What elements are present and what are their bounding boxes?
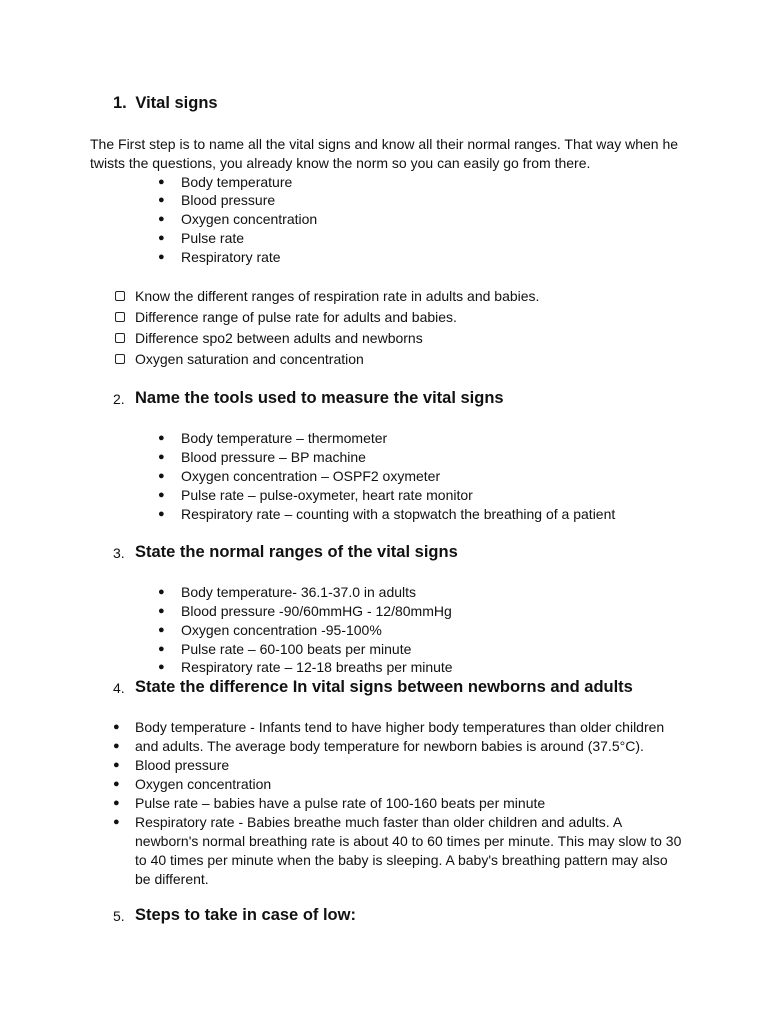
- bullet-icon: ●: [158, 213, 165, 225]
- list-item: Respiratory rate - Babies breathe much faster than older children and adults. A: [135, 814, 623, 830]
- bullet-icon: ●: [158, 194, 165, 206]
- list-item: Pulse rate – babies have a pulse rate of 100-160 beats per minute: [135, 795, 546, 811]
- intro-line-2: twists the questions, you already know the norm so you can easily go from there.: [90, 155, 591, 171]
- section-2-title: Name the tools used to measure the vital signs: [135, 389, 504, 407]
- list-item: Oxygen concentration: [135, 776, 272, 792]
- list-item: Body temperature - Infants tend to have higher body temperatures than older children: [135, 719, 665, 735]
- list-item: and adults. The average body temperature for newborn babies is around (37.5°C).: [135, 738, 644, 754]
- list-item: Respiratory rate – counting with a stopwatch the breathing of a patient: [181, 506, 616, 522]
- bullet-icon: ●: [158, 489, 165, 501]
- list-item: Respiratory rate: [181, 249, 281, 265]
- bullet-icon: ●: [158, 624, 165, 636]
- list-item: Respiratory rate – 12-18 breaths per minute: [181, 659, 453, 675]
- list-item: Pulse rate – 60-100 beats per minute: [181, 641, 412, 657]
- checklist-item: Difference range of pulse rate for adults and babies.: [135, 309, 457, 325]
- list-item-continuation: be different.: [135, 871, 209, 887]
- list-item: Blood pressure – BP machine: [181, 449, 366, 465]
- section-1-title: Vital signs: [135, 94, 218, 112]
- list-item: Blood pressure: [135, 757, 230, 773]
- list-item: Body temperature – thermometer: [181, 430, 388, 446]
- bullet-icon: ●: [113, 797, 120, 809]
- section-5-title: Steps to take in case of low:: [135, 906, 356, 924]
- bullet-icon: ●: [158, 432, 165, 444]
- list-item: Body temperature- 36.1-37.0 in adults: [181, 584, 417, 600]
- section-5-number: 5.: [113, 908, 125, 924]
- checklist-item: Difference spo2 between adults and newborns: [135, 330, 423, 346]
- section-4-number: 4.: [113, 680, 125, 696]
- list-item: Blood pressure: [181, 192, 276, 208]
- bullet-icon: ●: [158, 586, 165, 598]
- section-1-heading: [113, 94, 218, 113]
- bullet-icon: ●: [158, 470, 165, 482]
- list-item: Oxygen concentration – OSPF2 oxymeter: [181, 468, 441, 484]
- list-item: Pulse rate – pulse-oxymeter, heart rate monitor: [181, 487, 473, 503]
- bullet-icon: ●: [158, 451, 165, 463]
- section-3-title: State the normal ranges of the vital signs: [135, 543, 458, 561]
- section-1-number: 1.: [113, 94, 127, 112]
- list-item: Oxygen concentration: [181, 211, 318, 227]
- checkbox[interactable]: [115, 333, 125, 343]
- bullet-icon: ●: [113, 759, 120, 771]
- intro-line-1: The First step is to name all the vital signs and know all their normal ranges. That way when he: [90, 136, 679, 152]
- checkbox[interactable]: [115, 312, 125, 322]
- bullet-icon: ●: [158, 176, 165, 188]
- bullet-icon: ●: [113, 778, 120, 790]
- bullet-icon: ●: [158, 643, 165, 655]
- bullet-icon: ●: [113, 721, 120, 733]
- bullet-icon: ●: [113, 740, 120, 752]
- bullet-icon: ●: [158, 508, 165, 520]
- list-item: Blood pressure -90/60mmHG - 12/80mmHg: [181, 603, 452, 619]
- checklist-item: Oxygen saturation and concentration: [135, 351, 364, 367]
- bullet-icon: ●: [113, 816, 120, 828]
- checklist-item: Know the different ranges of respiration rate in adults and babies.: [135, 288, 540, 304]
- list-item: Body temperature: [181, 174, 293, 190]
- bullet-icon: ●: [158, 661, 165, 673]
- list-item: Oxygen concentration -95-100%: [181, 622, 382, 638]
- list-item-continuation: newborn's normal breathing rate is about 40 to 60 times per minute. This may slow to 30: [135, 833, 682, 849]
- bullet-icon: ●: [158, 605, 165, 617]
- section-4-title: State the difference In vital signs between newborns and adults: [135, 678, 633, 696]
- bullet-icon: ●: [158, 232, 165, 244]
- bullet-icon: ●: [158, 251, 165, 263]
- section-2-number: 2.: [113, 391, 125, 407]
- list-item-continuation: to 40 times per minute when the baby is sleeping. A baby's breathing pattern may also: [135, 852, 668, 868]
- checkbox[interactable]: [115, 291, 125, 301]
- section-3-number: 3.: [113, 545, 125, 561]
- list-item: Pulse rate: [181, 230, 245, 246]
- checkbox[interactable]: [115, 354, 125, 364]
